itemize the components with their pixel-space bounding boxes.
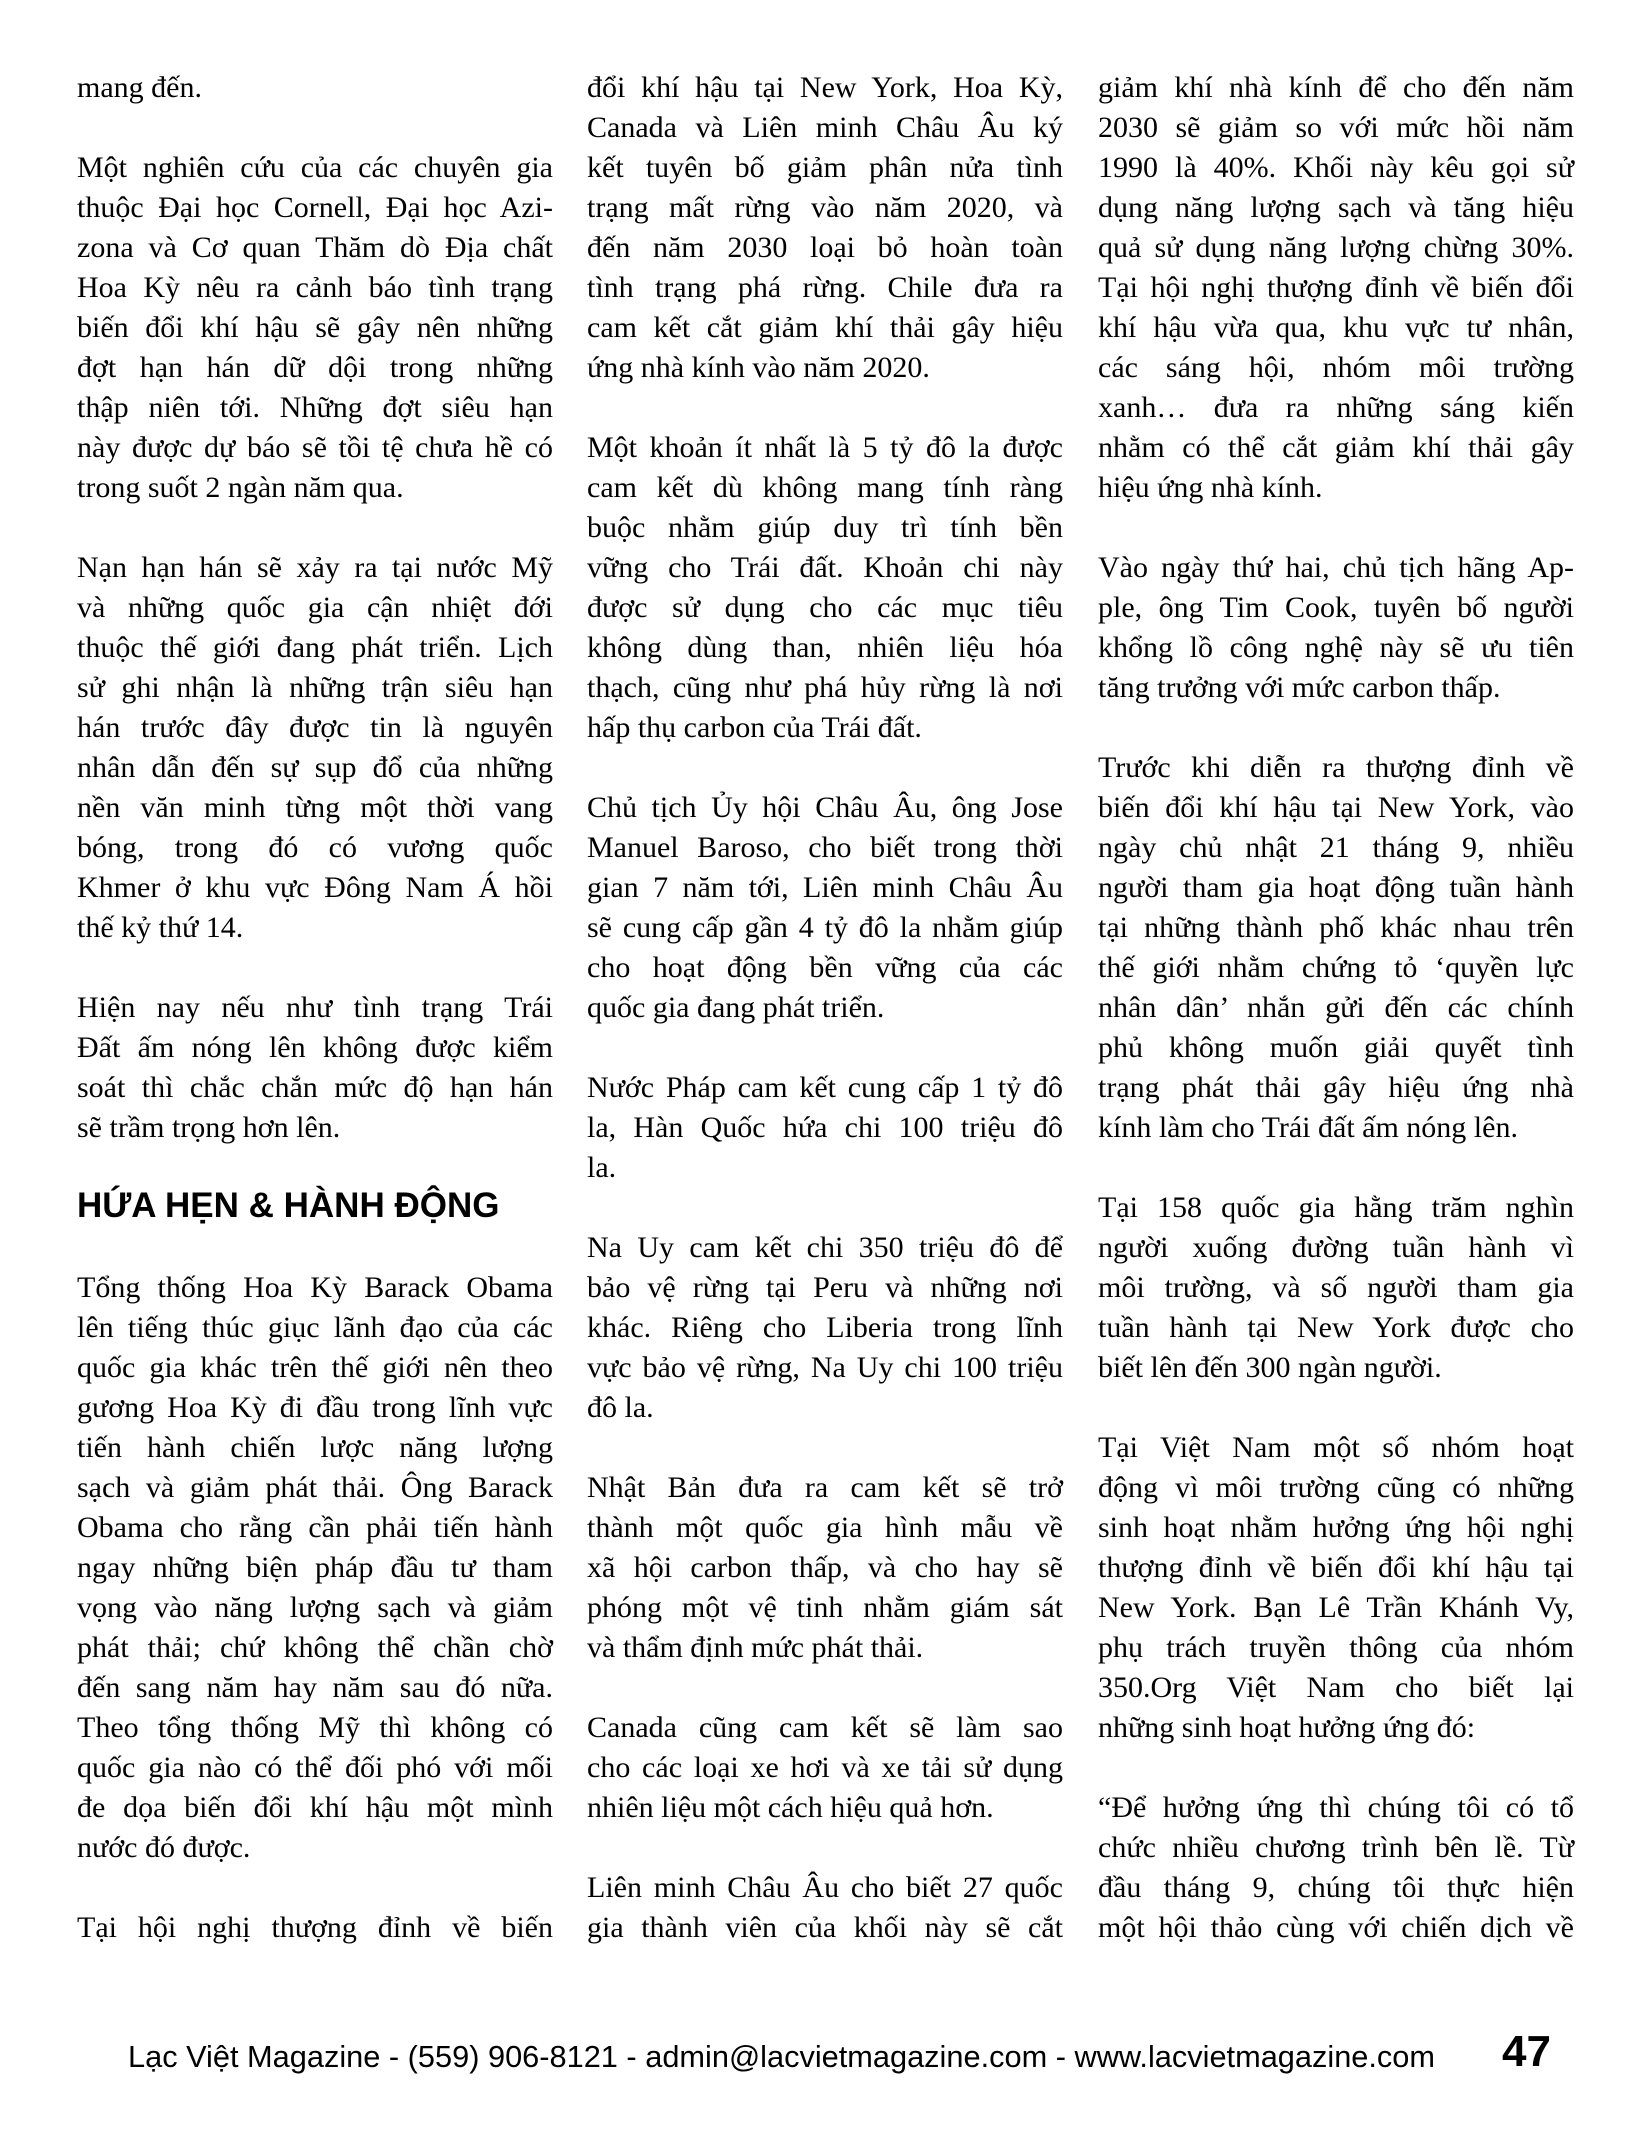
line-text: nhiên liệu một cách hiệu quả hơn. bbox=[587, 1791, 994, 1824]
text-line bbox=[1098, 788, 1574, 828]
line-text: quốc gia khác trên thế giới nên theo bbox=[77, 1351, 553, 1384]
text-line bbox=[1098, 148, 1574, 188]
text-line bbox=[1098, 1908, 1574, 1948]
line-text: không dùng than, nhiên liệu hóa bbox=[587, 631, 1063, 664]
line-text: Chủ tịch Ủy hội Châu Âu, ông Jose bbox=[587, 791, 1063, 824]
text-line bbox=[77, 388, 553, 428]
text-line bbox=[77, 268, 553, 308]
text-line bbox=[77, 668, 553, 708]
paragraph bbox=[1098, 748, 1574, 1148]
text-line bbox=[77, 1508, 553, 1548]
section-heading: HỨA HẸN & HÀNH ĐỘNG bbox=[77, 1186, 500, 1225]
text-line bbox=[77, 1268, 553, 1308]
text-line bbox=[587, 348, 1063, 388]
paragraph bbox=[77, 1268, 553, 1868]
text-line bbox=[587, 1788, 1063, 1828]
line-text: thạch, cũng như phá hủy rừng là nơi bbox=[587, 671, 1063, 704]
line-text: những sinh hoạt hưởng ứng đó: bbox=[1098, 1711, 1476, 1744]
line-text: cho các loại xe hơi và xe tải sử dụng bbox=[587, 1751, 1063, 1784]
line-text: Nạn hạn hán sẽ xảy ra tại nước Mỹ bbox=[77, 551, 553, 584]
line-text: Đất ấm nóng lên không được kiểm bbox=[77, 1031, 553, 1064]
text-line bbox=[587, 1908, 1063, 1948]
text-line bbox=[587, 1748, 1063, 1788]
text-line bbox=[77, 1708, 553, 1748]
line-text: quả sử dụng năng lượng chừng 30%. bbox=[1098, 231, 1574, 264]
text-line bbox=[587, 148, 1063, 188]
article-column-right bbox=[1098, 68, 1574, 1948]
text-line bbox=[587, 1148, 1063, 1188]
text-line bbox=[587, 428, 1063, 468]
text-line bbox=[77, 428, 553, 468]
paragraph bbox=[587, 1228, 1063, 1428]
text-line bbox=[1098, 1668, 1574, 1708]
text-line bbox=[1098, 228, 1574, 268]
line-text: ngay những biện pháp đầu tư tham bbox=[77, 1551, 553, 1584]
text-line bbox=[77, 1748, 553, 1788]
line-text: Canada và Liên minh Châu Âu ký bbox=[587, 111, 1063, 144]
text-line bbox=[587, 68, 1063, 108]
text-line bbox=[1098, 268, 1574, 308]
paragraph bbox=[1098, 548, 1574, 708]
line-text: vững cho Trái đất. Khoản chi này bbox=[587, 551, 1063, 584]
paragraph bbox=[587, 68, 1063, 388]
footer-separator: - bbox=[1047, 2039, 1075, 2074]
line-text: quốc gia nào có thể đối phó với mối bbox=[77, 1751, 553, 1784]
text-line bbox=[587, 1588, 1063, 1628]
paragraph bbox=[587, 1468, 1063, 1668]
line-text: la. bbox=[587, 1151, 617, 1184]
text-line bbox=[587, 1628, 1063, 1668]
line-text: kính làm cho Trái đất ấm nóng lên. bbox=[1098, 1111, 1518, 1144]
line-text: Tại hội nghị thượng đỉnh về biến bbox=[77, 1911, 553, 1944]
text-line bbox=[1098, 1108, 1574, 1148]
text-line bbox=[77, 1788, 553, 1828]
line-text: thập niên tới. Những đợt siêu hạn bbox=[77, 391, 553, 424]
line-text: đô la. bbox=[587, 1391, 654, 1424]
line-text: đầu tháng 9, chúng tôi thực hiện bbox=[1098, 1871, 1574, 1904]
text-line bbox=[77, 548, 553, 588]
text-line bbox=[1098, 1708, 1574, 1748]
line-text: biết lên đến 300 ngàn người. bbox=[1098, 1351, 1442, 1384]
paragraph bbox=[77, 1908, 553, 1948]
article-column-middle bbox=[587, 68, 1063, 1948]
line-text: cam kết cắt giảm khí thải gây hiệu bbox=[587, 311, 1063, 344]
line-text: người tham gia hoạt động tuần hành bbox=[1098, 871, 1574, 904]
line-text: dụng năng lượng sạch và tăng hiệu bbox=[1098, 191, 1574, 224]
text-line bbox=[1098, 1228, 1574, 1268]
text-line bbox=[77, 1668, 553, 1708]
line-text: biến đổi khí hậu tại New York, vào bbox=[1098, 791, 1574, 824]
line-text: cam kết dù không mang tính ràng bbox=[587, 471, 1063, 504]
line-text: Tại Việt Nam một số nhóm hoạt bbox=[1098, 1431, 1574, 1464]
text-line bbox=[1098, 828, 1574, 868]
line-text: một hội thảo cùng với chiến dịch về bbox=[1098, 1911, 1574, 1944]
line-text: kết tuyên bố giảm phân nửa tình bbox=[587, 151, 1063, 184]
line-text: 2030 sẽ giảm so với mức hồi năm bbox=[1098, 111, 1574, 144]
line-text: phóng một vệ tinh nhằm giám sát bbox=[587, 1591, 1063, 1624]
text-line bbox=[77, 1828, 553, 1868]
line-text: Theo tổng thống Mỹ thì không có bbox=[77, 1711, 553, 1744]
line-text: người xuống đường tuần hành vì bbox=[1098, 1231, 1574, 1264]
text-line bbox=[77, 588, 553, 628]
line-text: khí hậu vừa qua, khu vực tư nhân, bbox=[1098, 311, 1574, 344]
paragraph bbox=[587, 1868, 1063, 1948]
line-text: mang đến. bbox=[77, 71, 202, 104]
line-text: trong suốt 2 ngàn năm qua. bbox=[77, 471, 404, 504]
text-line bbox=[1098, 1588, 1574, 1628]
line-text: 1990 là 40%. Khối này kêu gọi sử bbox=[1098, 151, 1574, 184]
text-line bbox=[1098, 1428, 1574, 1468]
paragraph bbox=[77, 68, 553, 108]
line-text: nền văn minh từng một thời vang bbox=[77, 791, 553, 824]
line-text: và những quốc gia cận nhiệt đới bbox=[77, 591, 553, 624]
line-text: phát thải; chứ không thể chần chờ bbox=[77, 1631, 553, 1664]
line-text: động vì môi trường cũng có những bbox=[1098, 1471, 1574, 1504]
text-line bbox=[77, 188, 553, 228]
text-line bbox=[77, 1348, 553, 1388]
line-text: Manuel Baroso, cho biết trong thời bbox=[587, 831, 1063, 864]
line-text: 350.Org Việt Nam cho biết lại bbox=[1098, 1671, 1574, 1704]
text-line bbox=[587, 1228, 1063, 1268]
text-line bbox=[587, 1868, 1063, 1908]
text-line bbox=[77, 308, 553, 348]
text-line bbox=[587, 228, 1063, 268]
text-line bbox=[77, 1108, 553, 1148]
text-line bbox=[587, 1468, 1063, 1508]
text-line bbox=[587, 188, 1063, 228]
line-text: New York. Bạn Lê Trần Khánh Vy, bbox=[1098, 1591, 1574, 1624]
line-text: tuần hành tại New York được cho bbox=[1098, 1311, 1574, 1344]
text-line bbox=[587, 1708, 1063, 1748]
line-text: trạng phát thải gây hiệu ứng nhà bbox=[1098, 1071, 1574, 1104]
text-line bbox=[77, 148, 553, 188]
paragraph bbox=[77, 988, 553, 1148]
line-text: Khmer ở khu vực Đông Nam Á hồi bbox=[77, 871, 553, 904]
line-text: ple, ông Tim Cook, tuyên bố người bbox=[1098, 591, 1574, 624]
text-line bbox=[1098, 548, 1574, 588]
footer-contact-line bbox=[128, 2041, 1435, 2072]
text-line bbox=[77, 1308, 553, 1348]
line-text: thành một quốc gia hình mẫu về bbox=[587, 1511, 1063, 1544]
line-text: sạch và giảm phát thải. Ông Barack bbox=[77, 1471, 553, 1504]
text-line bbox=[77, 1548, 553, 1588]
email-address: admin@lacvietmagazine.com bbox=[645, 2039, 1048, 2074]
line-text: lên tiếng thúc giục lãnh đạo của các bbox=[77, 1311, 553, 1344]
line-text: Tại 158 quốc gia hằng trăm nghìn bbox=[1098, 1191, 1574, 1224]
line-text: các sáng hội, nhóm môi trường bbox=[1098, 351, 1574, 384]
line-text: cho hoạt động bền vững của các bbox=[587, 951, 1063, 984]
line-text: ứng nhà kính vào năm 2020. bbox=[587, 351, 930, 384]
text-line bbox=[1098, 1068, 1574, 1108]
paragraph bbox=[587, 1708, 1063, 1828]
line-text: sinh hoạt nhằm hưởng ứng hội nghị bbox=[1098, 1511, 1574, 1544]
line-text: Tại hội nghị thượng đỉnh về biến đổi bbox=[1098, 271, 1574, 304]
text-line bbox=[587, 468, 1063, 508]
line-text: đợt hạn hán dữ dội trong những bbox=[77, 351, 553, 384]
footer-separator: - bbox=[617, 2039, 646, 2074]
line-text: quốc gia đang phát triển. bbox=[587, 991, 885, 1024]
line-text: và thẩm định mức phát thải. bbox=[587, 1631, 924, 1664]
text-line bbox=[77, 1908, 553, 1948]
text-line bbox=[1098, 468, 1574, 508]
text-line bbox=[587, 508, 1063, 548]
text-line bbox=[1098, 988, 1574, 1028]
text-line bbox=[1098, 908, 1574, 948]
text-line bbox=[77, 1428, 553, 1468]
line-text: Hiện nay nếu như tình trạng Trái bbox=[77, 991, 553, 1024]
paragraph bbox=[1098, 1428, 1574, 1748]
text-line bbox=[587, 108, 1063, 148]
line-text: Na Uy cam kết chi 350 triệu đô để bbox=[587, 1231, 1063, 1264]
line-text: Vào ngày thứ hai, chủ tịch hãng Ap- bbox=[1098, 551, 1574, 584]
line-text: tiến hành chiến lược năng lượng bbox=[77, 1431, 553, 1464]
text-line bbox=[77, 1388, 553, 1428]
text-line bbox=[77, 788, 553, 828]
text-line bbox=[1098, 1268, 1574, 1308]
text-line bbox=[77, 468, 553, 508]
text-line bbox=[1098, 1508, 1574, 1548]
line-text: nhân dẫn đến sự sụp đổ của những bbox=[77, 751, 553, 784]
line-text: Canada cũng cam kết sẽ làm sao bbox=[587, 1711, 1063, 1744]
text-line bbox=[77, 1588, 553, 1628]
text-line bbox=[1098, 948, 1574, 988]
text-line bbox=[77, 748, 553, 788]
line-text: đến năm 2030 loại bỏ hoàn toàn bbox=[587, 231, 1063, 264]
line-text: gương Hoa Kỳ đi đầu trong lĩnh vực bbox=[77, 1391, 553, 1424]
line-text: Một khoản ít nhất là 5 tỷ đô la được bbox=[587, 431, 1063, 464]
line-text: này được dự báo sẽ tồi tệ chưa hề có bbox=[77, 431, 553, 464]
line-text: khổng lồ công nghệ này sẽ ưu tiên bbox=[1098, 631, 1574, 664]
line-text: “Để hưởng ứng thì chúng tôi có tổ bbox=[1098, 1791, 1574, 1824]
text-line bbox=[77, 908, 553, 948]
text-line bbox=[587, 1508, 1063, 1548]
line-text: Liên minh Châu Âu cho biết 27 quốc bbox=[587, 1871, 1063, 1904]
line-text: nước đó được. bbox=[77, 1831, 251, 1864]
text-line bbox=[1098, 628, 1574, 668]
text-line bbox=[1098, 1188, 1574, 1228]
paragraph bbox=[587, 1068, 1063, 1188]
paragraph bbox=[1098, 68, 1574, 508]
line-text: gian 7 năm tới, Liên minh Châu Âu bbox=[587, 871, 1063, 904]
line-text: xã hội carbon thấp, và cho hay sẽ bbox=[587, 1551, 1063, 1584]
text-line bbox=[587, 588, 1063, 628]
text-line bbox=[587, 1108, 1063, 1148]
line-text: Tổng thống Hoa Kỳ Barack Obama bbox=[77, 1271, 553, 1304]
line-text: môi trường, và số người tham gia bbox=[1098, 1271, 1574, 1304]
text-line bbox=[587, 708, 1063, 748]
text-line bbox=[587, 308, 1063, 348]
line-text: Obama cho rằng cần phải tiến hành bbox=[77, 1511, 553, 1544]
line-text: thượng đỉnh về biến đổi khí hậu tại bbox=[1098, 1551, 1574, 1584]
text-line bbox=[587, 268, 1063, 308]
text-line bbox=[587, 668, 1063, 708]
text-line bbox=[77, 708, 553, 748]
text-line bbox=[587, 548, 1063, 588]
line-text: Hoa Kỳ nêu ra cảnh báo tình trạng bbox=[77, 271, 553, 304]
line-text: sẽ trầm trọng hơn lên. bbox=[77, 1111, 341, 1144]
line-text: thế giới nhằm chứng tỏ ‘quyền lực bbox=[1098, 951, 1574, 984]
text-line bbox=[1098, 108, 1574, 148]
phone-number: (559) 906-8121 bbox=[407, 2039, 618, 2074]
line-text: Một nghiên cứu của các chuyên gia bbox=[77, 151, 553, 184]
line-text: thế kỷ thứ 14. bbox=[77, 911, 244, 944]
text-line bbox=[587, 948, 1063, 988]
text-line bbox=[587, 1348, 1063, 1388]
text-line bbox=[587, 628, 1063, 668]
line-text: đến sang năm hay năm sau đó nữa. bbox=[77, 1671, 553, 1704]
text-line bbox=[77, 348, 553, 388]
line-text: hiệu ứng nhà kính. bbox=[1098, 471, 1323, 504]
text-line bbox=[1098, 1828, 1574, 1868]
line-text: đe dọa biến đổi khí hậu một mình bbox=[77, 1791, 553, 1824]
line-text: Nước Pháp cam kết cung cấp 1 tỷ đô bbox=[587, 1071, 1063, 1104]
text-line bbox=[587, 1548, 1063, 1588]
text-line bbox=[587, 988, 1063, 1028]
text-line bbox=[1098, 1548, 1574, 1588]
line-text: hán trước đây được tin là nguyên bbox=[77, 711, 553, 744]
line-text: Nhật Bản đưa ra cam kết sẽ trở bbox=[587, 1471, 1063, 1504]
line-text: la, Hàn Quốc hứa chi 100 triệu đô bbox=[587, 1111, 1063, 1144]
text-line bbox=[77, 988, 553, 1028]
text-line bbox=[587, 868, 1063, 908]
text-line bbox=[77, 228, 553, 268]
line-text: bảo vệ rừng tại Peru và những nơi bbox=[587, 1271, 1063, 1304]
text-line bbox=[1098, 1468, 1574, 1508]
text-line bbox=[1098, 588, 1574, 628]
text-line bbox=[77, 828, 553, 868]
text-line bbox=[587, 1388, 1063, 1428]
line-text: zona và Cơ quan Thăm dò Địa chất bbox=[77, 231, 553, 264]
text-line bbox=[587, 908, 1063, 948]
text-line bbox=[77, 68, 553, 108]
line-text: thuộc thế giới đang phát triển. Lịch bbox=[77, 631, 553, 664]
line-text: xanh… đưa ra những sáng kiến bbox=[1098, 391, 1574, 424]
text-line bbox=[1098, 1348, 1574, 1388]
line-text: nhân dân’ nhắn gửi đến các chính bbox=[1098, 991, 1574, 1024]
text-line bbox=[1098, 68, 1574, 108]
line-text: chức nhiều chương trình bên lề. Từ bbox=[1098, 1831, 1574, 1864]
page-number: 47 bbox=[1502, 2027, 1551, 2076]
article-column-left bbox=[77, 68, 553, 1948]
text-line bbox=[1098, 1628, 1574, 1668]
line-text: khác. Riêng cho Liberia trong lĩnh bbox=[587, 1311, 1063, 1344]
line-text: tại những thành phố khác nhau trên bbox=[1098, 911, 1574, 944]
magazine-name: Lạc Việt Magazine bbox=[128, 2039, 381, 2074]
text-line bbox=[1098, 668, 1574, 708]
paragraph bbox=[1098, 1788, 1574, 1948]
line-text: nhằm có thể cắt giảm khí thải gây bbox=[1098, 431, 1574, 464]
line-text: sẽ cung cấp gần 4 tỷ đô la nhằm giúp bbox=[587, 911, 1063, 944]
line-text: phủ không muốn giải quyết tình bbox=[1098, 1031, 1574, 1064]
text-line bbox=[77, 868, 553, 908]
text-line bbox=[1098, 188, 1574, 228]
paragraph bbox=[587, 428, 1063, 748]
line-text: vọng vào năng lượng sạch và giảm bbox=[77, 1591, 553, 1624]
paragraph bbox=[1098, 1188, 1574, 1388]
line-text: buộc nhằm giúp duy trì tính bền bbox=[587, 511, 1063, 544]
line-text: biến đổi khí hậu sẽ gây nên những bbox=[77, 311, 553, 344]
line-text: đổi khí hậu tại New York, Hoa Kỳ, bbox=[587, 71, 1063, 104]
text-line bbox=[77, 1068, 553, 1108]
text-line bbox=[587, 1308, 1063, 1348]
paragraph bbox=[77, 148, 553, 508]
line-text: hấp thụ carbon của Trái đất. bbox=[587, 711, 922, 744]
text-line bbox=[77, 1468, 553, 1508]
text-line bbox=[1098, 428, 1574, 468]
line-text: tình trạng phá rừng. Chile đưa ra bbox=[587, 271, 1063, 304]
line-text: Trước khi diễn ra thượng đỉnh về bbox=[1098, 751, 1574, 784]
line-text: bóng, trong đó có vương quốc bbox=[77, 831, 553, 864]
text-line bbox=[1098, 1028, 1574, 1068]
line-text: giảm khí nhà kính để cho đến năm bbox=[1098, 71, 1574, 104]
text-line bbox=[1098, 1868, 1574, 1908]
text-line bbox=[1098, 868, 1574, 908]
text-line bbox=[1098, 388, 1574, 428]
line-text: trạng mất rừng vào năm 2020, và bbox=[587, 191, 1063, 224]
website-url: www.lacvietmagazine.com bbox=[1074, 2039, 1435, 2074]
text-line bbox=[587, 1068, 1063, 1108]
text-line bbox=[587, 828, 1063, 868]
line-text: sử ghi nhận là những trận siêu hạn bbox=[77, 671, 553, 704]
text-line bbox=[77, 628, 553, 668]
text-line bbox=[587, 788, 1063, 828]
text-line bbox=[1098, 348, 1574, 388]
line-text: ngày chủ nhật 21 tháng 9, nhiều bbox=[1098, 831, 1574, 864]
text-line bbox=[1098, 748, 1574, 788]
text-line bbox=[1098, 308, 1574, 348]
paragraph bbox=[587, 788, 1063, 1028]
text-line bbox=[77, 1028, 553, 1068]
footer-separator: - bbox=[380, 2039, 408, 2074]
line-text: thuộc Đại học Cornell, Đại học Azi- bbox=[77, 191, 553, 224]
line-text: tăng trưởng với mức carbon thấp. bbox=[1098, 671, 1501, 704]
paragraph bbox=[77, 548, 553, 948]
line-text: vực bảo vệ rừng, Na Uy chi 100 triệu bbox=[587, 1351, 1063, 1384]
line-text: gia thành viên của khối này sẽ cắt bbox=[587, 1911, 1063, 1944]
text-line bbox=[1098, 1308, 1574, 1348]
text-line bbox=[1098, 1788, 1574, 1828]
text-line bbox=[587, 1268, 1063, 1308]
text-line bbox=[77, 1628, 553, 1668]
line-text: phụ trách truyền thông của nhóm bbox=[1098, 1631, 1574, 1664]
line-text: soát thì chắc chắn mức độ hạn hán bbox=[77, 1071, 553, 1104]
line-text: được sử dụng cho các mục tiêu bbox=[587, 591, 1063, 624]
